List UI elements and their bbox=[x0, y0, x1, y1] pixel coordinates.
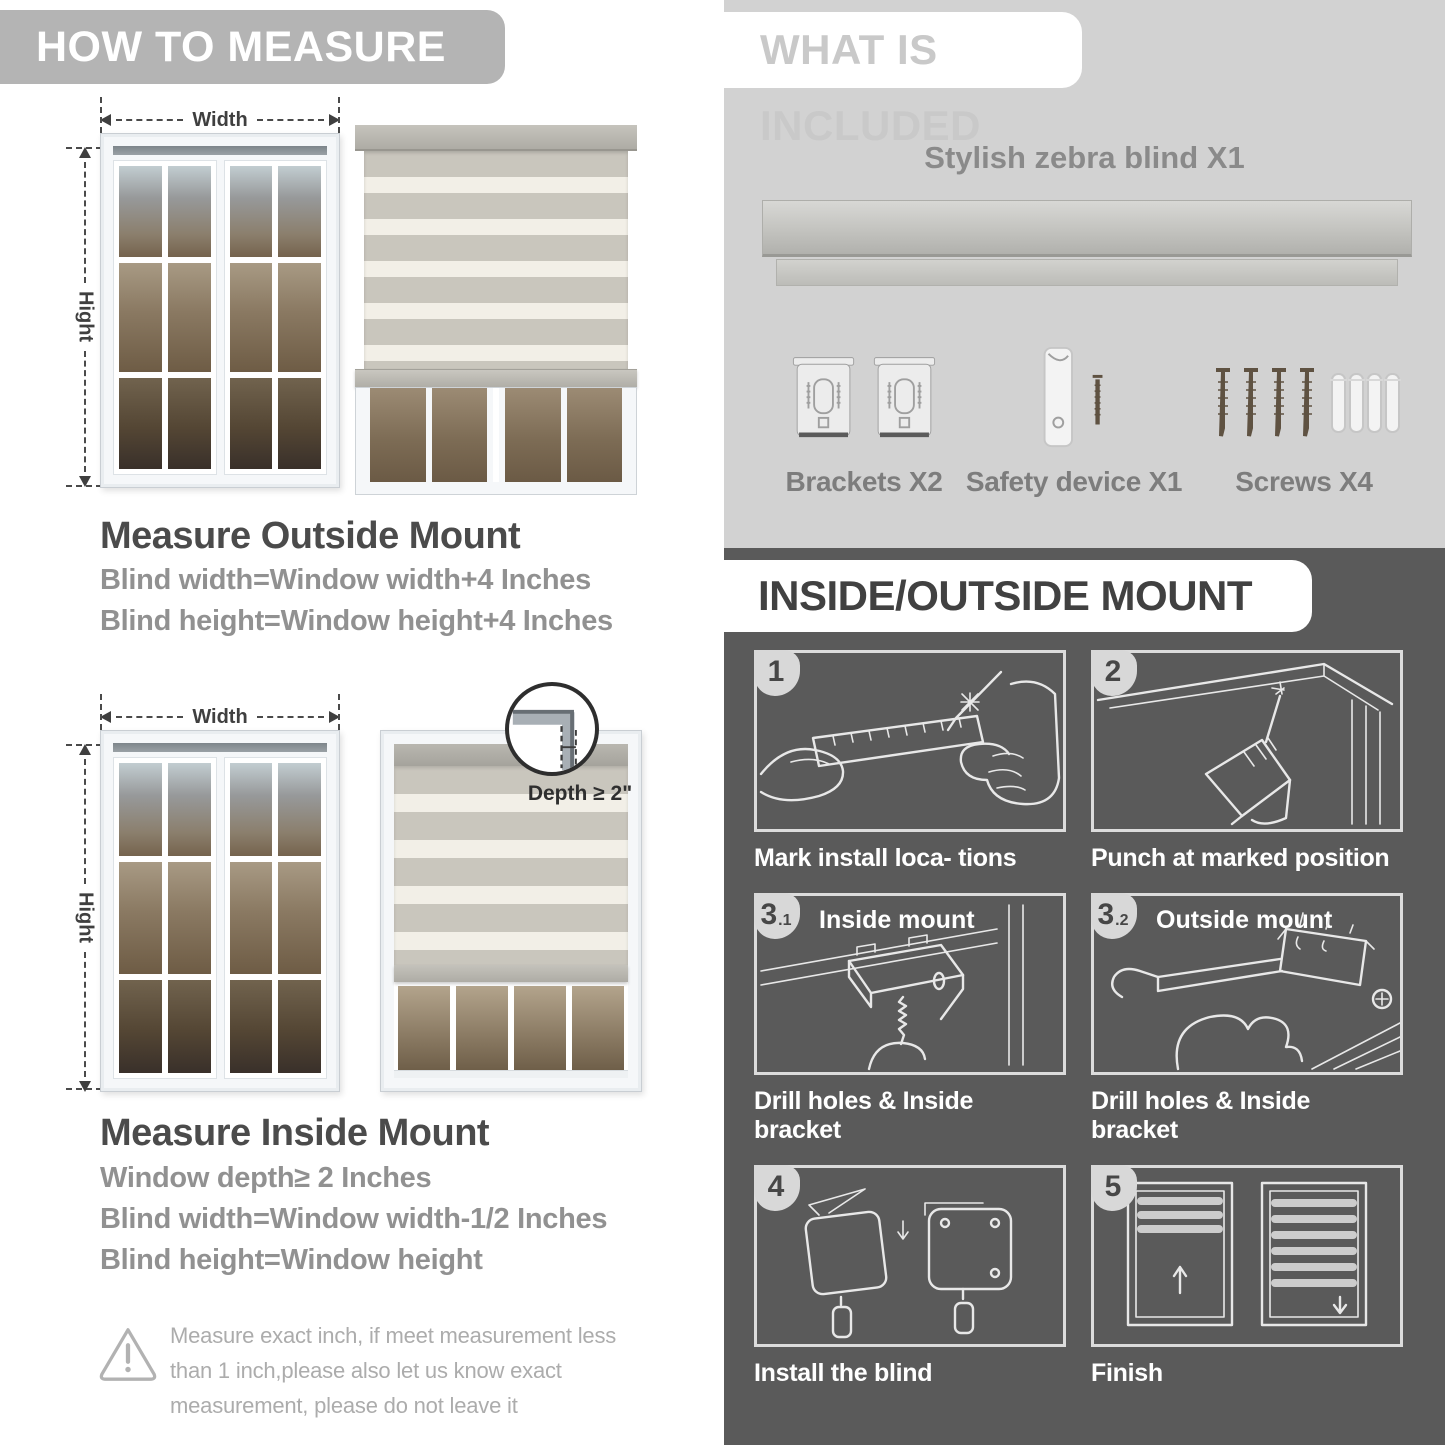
step-1-panel bbox=[754, 650, 1066, 832]
window-pane bbox=[168, 166, 211, 257]
what-is-included-header: WHAT IS INCLUDED bbox=[724, 12, 1082, 88]
step-number: 1 bbox=[767, 655, 785, 688]
step-3-2-panel bbox=[1091, 893, 1403, 1075]
dashed-line bbox=[84, 351, 86, 472]
window-mullion bbox=[493, 388, 499, 482]
step-2-panel bbox=[1091, 650, 1403, 832]
outside-mount-diagram bbox=[0, 95, 705, 505]
window-door bbox=[113, 757, 217, 1079]
step-5-panel bbox=[1091, 1165, 1403, 1347]
blind-headrail-illustration bbox=[762, 200, 1412, 257]
blind-headrail-lip bbox=[776, 259, 1398, 286]
step-number: 3 bbox=[1097, 898, 1115, 931]
warning-triangle-icon bbox=[97, 1324, 159, 1384]
inside-mount-line-2: Blind width=Window width-1/2 Inches bbox=[100, 1203, 608, 1235]
step-1-caption: Mark install loca- tions bbox=[754, 844, 1017, 872]
step-5-illustration bbox=[1094, 1168, 1400, 1344]
window-pane bbox=[572, 986, 624, 1070]
step-5 bbox=[1091, 1165, 1403, 1388]
width-arrow bbox=[100, 109, 340, 131]
brackets-label: Brackets X2 bbox=[785, 466, 943, 497]
window-doors bbox=[113, 160, 327, 475]
screws-label: Screws X4 bbox=[1235, 466, 1373, 497]
part-brackets bbox=[769, 330, 959, 498]
window-bottom-strip bbox=[355, 387, 637, 495]
dashed-line bbox=[257, 119, 324, 121]
window-pane bbox=[230, 166, 273, 257]
window-doors bbox=[113, 757, 327, 1079]
window-pane bbox=[119, 763, 162, 856]
window-pane bbox=[230, 980, 273, 1073]
window-door bbox=[113, 160, 217, 475]
step-3-1-illustration bbox=[757, 896, 1063, 1072]
height-label: Hight bbox=[74, 892, 97, 944]
outside-mount-title: Measure Outside Mount bbox=[100, 515, 521, 557]
step-3-1-title: Inside mount bbox=[819, 906, 975, 934]
inside-mount-title: Measure Inside Mount bbox=[100, 1112, 490, 1154]
window-pane bbox=[505, 388, 561, 482]
step-4-illustration bbox=[757, 1168, 1063, 1344]
warning-text: Measure exact inch, if meet measurement less than 1 inch,please also let us know exact measurement, please do not leave it bbox=[170, 1323, 617, 1418]
window-door bbox=[224, 757, 328, 1079]
brackets-icon bbox=[784, 330, 944, 452]
mount-steps-section bbox=[724, 548, 1445, 1445]
dashed-line bbox=[257, 716, 324, 718]
window-pane bbox=[230, 263, 273, 372]
step-1-illustration bbox=[757, 653, 1063, 829]
screws-anchors-icon bbox=[1204, 330, 1404, 452]
window-pane bbox=[230, 862, 273, 974]
window-top-shade bbox=[113, 743, 327, 752]
outside-mount-line-2: Blind height=Window height+4 Inches bbox=[100, 605, 613, 637]
window-pane bbox=[119, 862, 162, 974]
step-3-1-panel bbox=[754, 893, 1066, 1075]
step-number: 2 bbox=[1104, 655, 1122, 688]
window-pane bbox=[168, 980, 211, 1073]
depth-magnifier-icon bbox=[505, 682, 599, 776]
window-bottom-panes bbox=[394, 982, 628, 1070]
width-arrow bbox=[100, 706, 340, 728]
window-pane bbox=[567, 388, 623, 482]
window-pane bbox=[168, 263, 211, 372]
step-1 bbox=[754, 650, 1066, 873]
window-pane bbox=[119, 378, 162, 469]
step-number: 4 bbox=[767, 1170, 785, 1203]
arrow-up-icon bbox=[79, 744, 91, 755]
window-pane bbox=[514, 986, 566, 1070]
window-pane bbox=[119, 980, 162, 1073]
dashed-line bbox=[116, 716, 183, 718]
blind-zebra-stripes bbox=[364, 151, 628, 369]
width-label: Width bbox=[192, 108, 248, 131]
step-number: 3 bbox=[760, 898, 778, 931]
window-sill bbox=[394, 1070, 628, 1078]
window-pane bbox=[370, 388, 426, 482]
measurement-warning bbox=[97, 1318, 637, 1423]
blind-item-label: Stylish zebra blind X1 bbox=[924, 140, 1245, 175]
height-arrow bbox=[74, 744, 96, 1092]
height-label: Hight bbox=[74, 291, 97, 343]
step-5-caption: Finish bbox=[1091, 1359, 1163, 1387]
window-pane bbox=[278, 378, 321, 469]
step-2 bbox=[1091, 650, 1403, 873]
inside-mount-diagram bbox=[0, 690, 705, 1100]
step-4 bbox=[754, 1165, 1066, 1388]
window-pane bbox=[230, 763, 273, 856]
window-pane bbox=[168, 763, 211, 856]
safety-device-label: Safety device X1 bbox=[965, 466, 1183, 497]
step-sub-number: .1 bbox=[778, 912, 792, 929]
part-safety-device bbox=[959, 330, 1189, 498]
step-3-1-caption: Drill holes & Inside bracket bbox=[754, 1087, 974, 1144]
step-3-2 bbox=[1091, 893, 1403, 1145]
window-top-shade bbox=[113, 146, 327, 155]
step-3-2-illustration bbox=[1094, 896, 1400, 1072]
dashed-line bbox=[84, 162, 86, 283]
window-pane bbox=[119, 166, 162, 257]
step-2-caption: Punch at marked position bbox=[1091, 844, 1390, 872]
window-door bbox=[224, 160, 328, 475]
blind-bottom-rail bbox=[394, 965, 628, 982]
step-3-2-caption: Drill holes & Inside bracket bbox=[1091, 1087, 1311, 1144]
part-screws bbox=[1189, 330, 1419, 498]
how-to-measure-header: HOW TO MEASURE bbox=[0, 10, 505, 84]
dashed-line bbox=[84, 759, 86, 884]
depth-label: Depth ≥ 2" bbox=[527, 782, 633, 805]
window-pane bbox=[278, 862, 321, 974]
window-pane bbox=[278, 166, 321, 257]
mount-steps-grid bbox=[754, 650, 1416, 1388]
step-4-panel bbox=[754, 1165, 1066, 1347]
mount-section-header: INSIDE/OUTSIDE MOUNT bbox=[724, 560, 1312, 632]
outside-mount-line-1: Blind width=Window width+4 Inches bbox=[100, 564, 591, 596]
window-illustration bbox=[100, 133, 340, 488]
step-2-illustration bbox=[1094, 653, 1400, 829]
arrow-down-icon bbox=[79, 1081, 91, 1092]
step-sub-number: .2 bbox=[1115, 912, 1129, 929]
dashed-line bbox=[84, 952, 86, 1077]
zebra-blind-outside-mount-illustration bbox=[355, 125, 637, 495]
blind-bottom-rail bbox=[355, 369, 637, 387]
step-3-1 bbox=[754, 893, 1066, 1145]
window-corner-detail bbox=[509, 686, 595, 772]
inside-mount-line-3: Blind height=Window height bbox=[100, 1244, 483, 1276]
window-pane bbox=[278, 980, 321, 1073]
arrow-down-icon bbox=[79, 476, 91, 487]
width-label: Width bbox=[192, 705, 248, 728]
what-is-included-section bbox=[724, 0, 1445, 548]
step-4-caption: Install the blind bbox=[754, 1359, 933, 1387]
window-pane bbox=[456, 986, 508, 1070]
window-pane bbox=[432, 388, 488, 482]
window-pane bbox=[119, 263, 162, 372]
how-to-measure-section bbox=[0, 0, 705, 1445]
window-pane bbox=[398, 986, 450, 1070]
window-illustration bbox=[100, 730, 340, 1092]
arrow-up-icon bbox=[79, 147, 91, 158]
window-pane bbox=[168, 862, 211, 974]
safety-device-icon bbox=[1019, 330, 1129, 452]
step-number: 5 bbox=[1104, 1170, 1122, 1203]
window-pane bbox=[278, 263, 321, 372]
blind-cassette bbox=[355, 125, 637, 151]
dashed-line bbox=[116, 119, 183, 121]
included-parts-row bbox=[769, 330, 1419, 498]
window-pane bbox=[278, 763, 321, 856]
step-3-2-title: Outside mount bbox=[1156, 906, 1333, 934]
window-pane bbox=[168, 378, 211, 469]
inside-mount-line-1: Window depth≥ 2 Inches bbox=[100, 1162, 432, 1194]
window-pane bbox=[230, 378, 273, 469]
height-arrow bbox=[74, 147, 96, 487]
